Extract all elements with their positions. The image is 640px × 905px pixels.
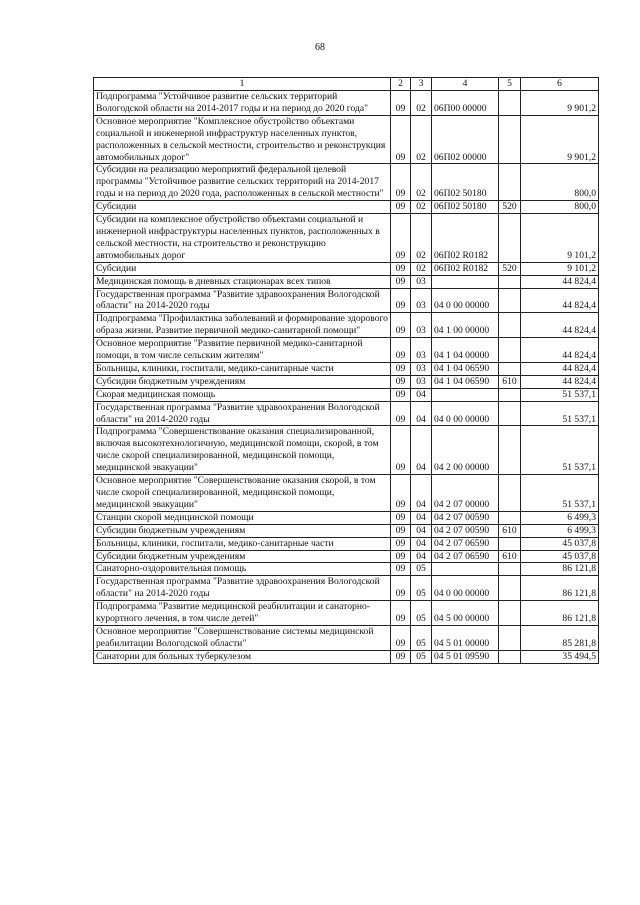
row-name: Больницы, клиники, госпитали, медико-санитарные части (94, 362, 391, 375)
row-name: Субсидии на реализацию мероприятий федеральной целевой программы "Устойчивое развитие сельских территорий на 2014-2017 годы и на период до 2020 года, расположенных в сельской местности" (94, 164, 391, 201)
row-subsection: 03 (411, 275, 432, 288)
row-expense-type (499, 313, 521, 338)
row-subsection: 02 (411, 214, 432, 263)
row-section: 09 (391, 650, 411, 663)
table-header (94, 78, 599, 91)
row-target-article: 06П02 R0182 (432, 214, 499, 263)
row-section: 09 (391, 164, 411, 201)
table-row (94, 426, 599, 475)
row-expense-type: 610 (499, 550, 521, 563)
row-name: Государственная программа "Развитие здравоохранения Вологодской области" на 2014-2020 годы (94, 576, 391, 601)
row-target-article: 04 2 07 06590 (432, 550, 499, 563)
row-section: 09 (391, 475, 411, 512)
header-col-amount: 6 (521, 78, 599, 91)
row-name: Государственная программа "Развитие здравоохранения Вологодской области" на 2014-2020 годы (94, 401, 391, 426)
row-subsection: 04 (411, 524, 432, 537)
row-subsection: 04 (411, 550, 432, 563)
row-section: 09 (391, 288, 411, 313)
table-row (94, 201, 599, 214)
row-section: 09 (391, 576, 411, 601)
row-section: 09 (391, 511, 411, 524)
row-subsection: 02 (411, 164, 432, 201)
row-target-article (432, 275, 499, 288)
row-target-article (432, 388, 499, 401)
row-expense-type (499, 426, 521, 475)
table-row (94, 650, 599, 663)
table-row (94, 388, 599, 401)
row-name: Санатории для больных туберкулезом (94, 650, 391, 663)
row-amount: 9 901,2 (521, 115, 599, 164)
row-subsection: 05 (411, 625, 432, 650)
row-subsection: 04 (411, 537, 432, 550)
budget-table (93, 77, 599, 664)
row-name: Государственная программа "Развитие здравоохранения Вологодской области" на 2014-2020 годы (94, 288, 391, 313)
row-name: Скорая медицинская помощь (94, 388, 391, 401)
row-expense-type (499, 275, 521, 288)
row-subsection: 02 (411, 262, 432, 275)
row-name: Подпрограмма "Профилактика заболеваний и формирование здорового образа жизни. Развитие первичной медико-санитарной помощи" (94, 313, 391, 338)
row-expense-type (499, 401, 521, 426)
row-name: Субсидии на комплексное обустройство объектами социальной и инженерной инфраструктуры населенных пунктов, расположенных в сельской местности, на строительство и реконструкцию автомобильных дорог (94, 214, 391, 263)
row-name: Основное мероприятие "Совершенствование системы медицинской реабилитации Вологодской области" (94, 625, 391, 650)
row-expense-type (499, 576, 521, 601)
row-expense-type (499, 91, 521, 116)
row-subsection: 05 (411, 601, 432, 626)
row-amount: 44 824,4 (521, 313, 599, 338)
row-target-article: 04 2 07 00000 (432, 475, 499, 512)
row-amount: 45 037,8 (521, 537, 599, 550)
row-section: 09 (391, 313, 411, 338)
row-section: 09 (391, 115, 411, 164)
row-section: 09 (391, 601, 411, 626)
row-target-article: 04 1 04 06590 (432, 375, 499, 388)
row-target-article: 04 5 00 00000 (432, 601, 499, 626)
row-section: 09 (391, 625, 411, 650)
row-expense-type (499, 537, 521, 550)
row-amount: 35 494,5 (521, 650, 599, 663)
row-expense-type (499, 563, 521, 576)
row-target-article: 04 2 07 00590 (432, 524, 499, 537)
table-row (94, 288, 599, 313)
row-target-article: 06П00 00000 (432, 91, 499, 116)
table-row (94, 524, 599, 537)
row-target-article: 06П02 50180 (432, 164, 499, 201)
row-expense-type (499, 650, 521, 663)
row-section: 09 (391, 91, 411, 116)
row-target-article: 06П02 50180 (432, 201, 499, 214)
header-col-expense-type: 5 (499, 78, 521, 91)
row-name: Санаторно-оздоровительная помощь (94, 563, 391, 576)
row-amount: 51 537,1 (521, 475, 599, 512)
row-target-article: 04 0 00 00000 (432, 401, 499, 426)
row-amount: 45 037,8 (521, 550, 599, 563)
row-name: Подпрограмма "Совершенствование оказания специализированной, включая высокотехнологичную, медицинской помощи, скорой, в том числе скорой специализированной, медицинской помощи, медицинской эвакуации" (94, 426, 391, 475)
row-name: Станции скорой медицинской помощи (94, 511, 391, 524)
row-amount: 51 537,1 (521, 401, 599, 426)
row-name: Субсидии (94, 201, 391, 214)
row-amount: 44 824,4 (521, 338, 599, 363)
row-name: Больницы, клиники, госпитали, медико-санитарные части (94, 537, 391, 550)
row-subsection: 02 (411, 201, 432, 214)
row-target-article: 04 5 01 09590 (432, 650, 499, 663)
row-subsection: 03 (411, 362, 432, 375)
header-col-name: 1 (94, 78, 391, 91)
row-expense-type (499, 362, 521, 375)
table-row (94, 91, 599, 116)
row-expense-type (499, 475, 521, 512)
table-row (94, 375, 599, 388)
row-name: Субсидии бюджетным учреждениям (94, 375, 391, 388)
page-number: 68 (315, 42, 325, 53)
table-row (94, 625, 599, 650)
row-target-article: 06П02 00000 (432, 115, 499, 164)
row-expense-type (499, 214, 521, 263)
row-amount: 86 121,8 (521, 563, 599, 576)
row-section: 09 (391, 401, 411, 426)
row-name: Подпрограмма "Развитие медицинской реабилитации и санаторно-курортного лечения, в том числе детей" (94, 601, 391, 626)
row-target-article: 06П02 R0182 (432, 262, 499, 275)
row-amount: 800,0 (521, 164, 599, 201)
row-section: 09 (391, 388, 411, 401)
row-expense-type (499, 115, 521, 164)
row-subsection: 02 (411, 91, 432, 116)
row-section: 09 (391, 362, 411, 375)
row-name: Медицинская помощь в дневных стационарах всех типов (94, 275, 391, 288)
table-row (94, 362, 599, 375)
row-section: 09 (391, 524, 411, 537)
header-row (94, 78, 599, 91)
row-subsection: 04 (411, 511, 432, 524)
row-subsection: 04 (411, 388, 432, 401)
row-subsection: 05 (411, 576, 432, 601)
row-section: 09 (391, 201, 411, 214)
table-row (94, 550, 599, 563)
row-expense-type (499, 601, 521, 626)
row-subsection: 03 (411, 338, 432, 363)
row-target-article: 04 2 07 00590 (432, 511, 499, 524)
row-amount: 6 499,3 (521, 511, 599, 524)
table-row (94, 401, 599, 426)
row-amount: 800,0 (521, 201, 599, 214)
table-row (94, 511, 599, 524)
row-amount: 6 499,3 (521, 524, 599, 537)
table-row (94, 214, 599, 263)
table-row (94, 115, 599, 164)
row-name: Субсидии бюджетным учреждениям (94, 524, 391, 537)
header-col-subsection: 3 (411, 78, 432, 91)
row-subsection: 03 (411, 313, 432, 338)
row-name: Подпрограмма "Устойчивое развитие сельских территорий Вологодской области на 2014-2017 годы и на период до 2020 года" (94, 91, 391, 116)
row-expense-type: 520 (499, 201, 521, 214)
row-subsection: 02 (411, 115, 432, 164)
row-subsection: 05 (411, 650, 432, 663)
table-row (94, 275, 599, 288)
row-target-article: 04 1 00 00000 (432, 313, 499, 338)
row-amount: 9 901,2 (521, 91, 599, 116)
row-subsection: 05 (411, 563, 432, 576)
table-row (94, 262, 599, 275)
row-target-article: 04 2 07 06590 (432, 537, 499, 550)
row-name: Субсидии (94, 262, 391, 275)
row-section: 09 (391, 338, 411, 363)
row-section: 09 (391, 537, 411, 550)
table-row (94, 164, 599, 201)
row-amount: 44 824,4 (521, 375, 599, 388)
row-expense-type (499, 511, 521, 524)
row-section: 09 (391, 262, 411, 275)
row-target-article: 04 0 00 00000 (432, 576, 499, 601)
table-row (94, 313, 599, 338)
row-name: Основное мероприятие "Развитие первичной медико-санитарной помощи, в том числе сельским жителям" (94, 338, 391, 363)
row-name: Основное мероприятие "Совершенствование оказания скорой, в том числе скорой специализированной, медицинской помощи, медицинской эвакуации" (94, 475, 391, 512)
header-col-section: 2 (391, 78, 411, 91)
row-subsection: 04 (411, 426, 432, 475)
row-expense-type (499, 388, 521, 401)
row-amount: 51 537,1 (521, 388, 599, 401)
table-row (94, 475, 599, 512)
row-amount: 9 101,2 (521, 214, 599, 263)
row-amount: 86 121,8 (521, 576, 599, 601)
row-subsection: 04 (411, 475, 432, 512)
row-target-article: 04 1 04 00000 (432, 338, 499, 363)
table-row (94, 576, 599, 601)
table-body (94, 91, 599, 664)
row-amount: 86 121,8 (521, 601, 599, 626)
table-row (94, 563, 599, 576)
row-expense-type (499, 288, 521, 313)
row-target-article: 04 1 04 06590 (432, 362, 499, 375)
row-expense-type: 610 (499, 375, 521, 388)
row-name: Субсидии бюджетным учреждениям (94, 550, 391, 563)
row-section: 09 (391, 214, 411, 263)
row-expense-type (499, 625, 521, 650)
row-section: 09 (391, 563, 411, 576)
row-section: 09 (391, 275, 411, 288)
row-expense-type (499, 338, 521, 363)
row-target-article: 04 2 00 00000 (432, 426, 499, 475)
row-expense-type (499, 164, 521, 201)
row-expense-type: 520 (499, 262, 521, 275)
row-amount: 44 824,4 (521, 362, 599, 375)
header-col-target-article: 4 (432, 78, 499, 91)
row-section: 09 (391, 550, 411, 563)
row-expense-type: 610 (499, 524, 521, 537)
row-amount: 9 101,2 (521, 262, 599, 275)
row-subsection: 03 (411, 375, 432, 388)
row-subsection: 03 (411, 288, 432, 313)
row-amount: 85 281,8 (521, 625, 599, 650)
row-target-article: 04 5 01 00000 (432, 625, 499, 650)
table-row (94, 537, 599, 550)
row-section: 09 (391, 375, 411, 388)
row-amount: 44 824,4 (521, 288, 599, 313)
row-amount: 44 824,4 (521, 275, 599, 288)
row-name: Основное мероприятие "Комплексное обустройство объектами социальной и инженерной инфраструктур населенных пунктов, расположенных в сельской местности, строительство и реконструкция автомобильных дорог" (94, 115, 391, 164)
row-target-article (432, 563, 499, 576)
row-target-article: 04 0 00 00000 (432, 288, 499, 313)
row-amount: 51 537,1 (521, 426, 599, 475)
table-row (94, 338, 599, 363)
row-section: 09 (391, 426, 411, 475)
table-row (94, 601, 599, 626)
row-subsection: 04 (411, 401, 432, 426)
